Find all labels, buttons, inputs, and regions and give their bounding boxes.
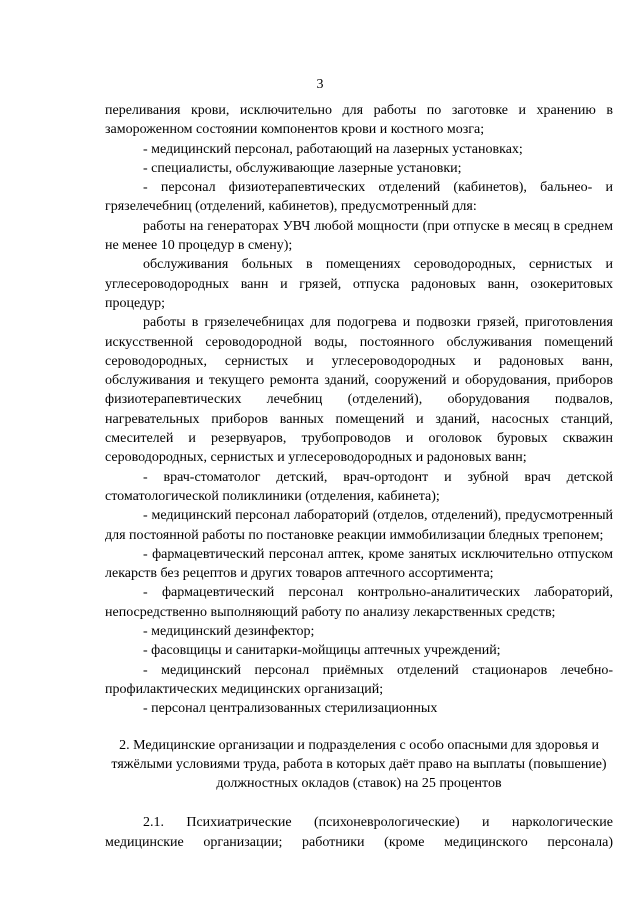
list-item: - врач-стоматолог детский, врач-ортодонт и зубной врач детской стоматологической поликлиники (отделения, кабинета); (105, 469, 613, 504)
list-item: - фармацевтический персонал аптек, кроме занятых исключительно отпуском лекарств без рецептов и других товаров аптечного ассортимента; (105, 546, 613, 582)
section-paragraph: 2.1. Психиатрические (психоневрологические) и наркологические медицинские организации; работники (кроме медицинского персонала) (105, 815, 613, 850)
list-item: - персонал физиотерапевтических отделений (кабинетов), бальнео- и грязелечебниц (отделений, кабинетов), предусмотренный для: (105, 180, 613, 215)
paragraph: работы в грязелечебницах для подогрева и подвозки грязей, приготовления искусственной сероводородной воды, постоянного обслуживания помещений сероводородных, сернистых и углесероводородных и радоновых ванн, обслуживания и текущего ремонта зданий, сооружений и оборудования, приборов физиотерапевтических лечебниц (отделений), оборудования подвалов, нагревательных приборов ванных помещений и зданий, насосных станций, смесителей и резервуаров, трубопроводов и оголовок буровых скважин сероводородных, сернистых и углесероводородных и радоновых ванн; (105, 315, 613, 466)
list-item: - медицинский персонал, работающий на лазерных установках; (143, 141, 523, 157)
list-item: - фасовщицы и санитарки-мойщицы аптечных учреждений; (143, 643, 501, 659)
list-item: - медицинский персонал приёмных отделений стационаров лечебно-профилактических медицинских организаций; (105, 662, 613, 697)
paragraph: обслуживания больных в помещениях сероводородных, сернистых и углесероводородных ванн и грязей, отпуска радоновых ванн, озокеритовых процедур; (105, 257, 613, 311)
list-item: - специалисты, обслуживающие лазерные установки; (143, 160, 462, 176)
list-item: - медицинский персонал лабораторий (отделов, отделений), предусмотренный для постоянной работы по постановке реакции иммобилизации бледных трепонем; (105, 508, 613, 543)
document-body (105, 101, 613, 852)
page-number: 3 (316, 77, 324, 92)
paragraph: работы на генераторах УВЧ любой мощности (при отпуске в месяц в среднем не менее 10 процедур в смену); (105, 218, 613, 254)
paragraph: переливания крови, исключительно для работы по заготовке и хранению в замороженном состоянии компонентов крови и костного мозга; (105, 103, 613, 138)
section-heading: 2. Медицинские организации и подразделения с особо опасными для здоровья и тяжёлыми условиями труда, работа в которых даёт право на выплаты (повышение) должностных окладов (ставок) на 25 процентов (111, 737, 607, 792)
list-item: - медицинский дезинфектор; (143, 624, 315, 640)
list-item: - персонал централизованных стерилизационных (143, 701, 438, 717)
list-item: - фармацевтический персонал контрольно-аналитических лабораторий, непосредственно выполняющий работу по анализу лекарственных средств; (105, 585, 613, 620)
